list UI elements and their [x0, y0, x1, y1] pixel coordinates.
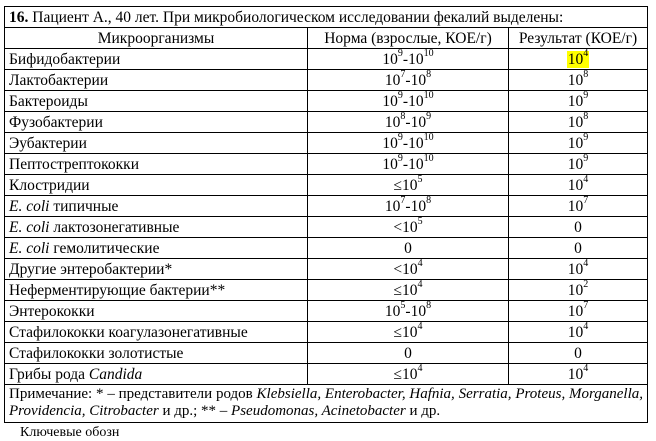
- result-exponent: 4: [583, 363, 589, 375]
- norm-prefix: ≤: [393, 176, 402, 194]
- norm-low-exponent: 7: [400, 195, 406, 207]
- norm-value: [308, 238, 509, 259]
- organism-name: [5, 91, 308, 112]
- footnote-text: и др.: [405, 403, 441, 419]
- organism-name-italic: E. coli: [9, 218, 50, 236]
- result-value: [509, 112, 648, 133]
- result-number: [567, 279, 589, 299]
- result-value: [509, 49, 648, 70]
- norm-value: [308, 217, 509, 238]
- organism-name: [5, 301, 308, 322]
- table-row: [5, 280, 648, 301]
- result-base: 10: [567, 134, 584, 152]
- result-exponent: 4: [583, 321, 589, 333]
- norm-high-exponent: 8: [426, 300, 432, 312]
- norm-high-exponent: 10: [423, 48, 434, 60]
- norm-low-exponent: 5: [417, 174, 423, 186]
- table-row: [5, 259, 648, 280]
- organism-name-text: Лактобактерии: [9, 71, 109, 89]
- result-base: 10: [567, 260, 584, 278]
- norm-high-base: 10: [408, 155, 424, 173]
- norm-value: [308, 49, 509, 70]
- result-base: 10: [567, 365, 584, 383]
- table-row: [5, 91, 648, 112]
- table-row: [5, 343, 648, 364]
- organism-name: [5, 280, 308, 301]
- norm-low-exponent: 9: [397, 132, 403, 144]
- result-value: [509, 175, 648, 196]
- norm-value: [308, 154, 509, 175]
- norm-value: [308, 112, 509, 133]
- norm-value: [308, 280, 509, 301]
- norm-plain: 0: [404, 344, 412, 362]
- norm-high-base: 10: [410, 71, 427, 89]
- norm-high-base: 10: [410, 197, 427, 215]
- organism-name: [5, 259, 308, 280]
- organism-name-text: Грибы рода: [9, 365, 89, 383]
- result-highlight: [567, 48, 590, 68]
- norm-prefix: ≤: [393, 323, 402, 341]
- organism-name: [5, 217, 308, 238]
- footnote: [5, 385, 648, 423]
- result-base: 10: [567, 113, 584, 131]
- table-row: [5, 301, 648, 322]
- result-plain: 0: [574, 239, 582, 257]
- result-number: [567, 153, 589, 173]
- result-value: [509, 343, 648, 364]
- norm-value: [308, 196, 509, 217]
- result-value: [509, 217, 648, 238]
- result-exponent: 4: [583, 48, 589, 60]
- footnote-text: и др.; ** –: [158, 403, 232, 419]
- result-number: [567, 174, 589, 194]
- header-organisms: Микроорганизмы: [5, 28, 308, 49]
- result-base: 10: [567, 50, 584, 68]
- norm-high-exponent: 9: [426, 111, 432, 123]
- organism-name-rest: гемолитические: [49, 239, 160, 257]
- organism-name: [5, 112, 308, 133]
- norm-value: [308, 91, 509, 112]
- organism-name-rest: лактозонегативные: [49, 218, 180, 236]
- norm-low-exponent: 5: [417, 216, 423, 228]
- table-row: [5, 133, 648, 154]
- result-exponent: 7: [583, 300, 589, 312]
- result-number: [567, 69, 589, 89]
- norm-low-base: 10: [384, 302, 401, 320]
- norm-value: [308, 175, 509, 196]
- result-number: [567, 258, 589, 278]
- table-row: [5, 364, 648, 385]
- norm-separator: -: [402, 134, 409, 152]
- result-plain: 0: [574, 218, 582, 236]
- norm-low-base: 10: [382, 92, 398, 110]
- header-result: Результат (КОЕ/г): [509, 28, 648, 49]
- norm-low-exponent: 9: [397, 48, 403, 60]
- result-base: 10: [567, 281, 584, 299]
- norm-high-base: 10: [408, 134, 424, 152]
- result-number: [567, 363, 589, 383]
- organism-name-text: Бифидобактерии: [9, 50, 121, 68]
- task-text: Пациент А., 40 лет. При микробиологическом исследовании фекалий выделены:: [28, 8, 564, 26]
- norm-separator: -: [402, 92, 409, 110]
- norm-prefix: ≤: [393, 365, 402, 383]
- norm-low-base: 10: [384, 113, 401, 131]
- norm-separator: -: [405, 113, 411, 131]
- table-row: [5, 322, 648, 343]
- norm-low-base: 10: [402, 365, 418, 383]
- organism-name-text: Бактероиды: [9, 92, 88, 110]
- result-value: [509, 301, 648, 322]
- result-number: [567, 300, 589, 320]
- norm-separator: -: [405, 197, 411, 215]
- footnote-italic: Pseudomonas, Acinetobacter: [231, 403, 406, 419]
- result-exponent: 2: [583, 279, 589, 291]
- result-base: 10: [567, 197, 584, 215]
- organism-name-text: Неферментирующие бактерии**: [9, 281, 226, 299]
- result-base: 10: [567, 323, 584, 341]
- organism-name: [5, 175, 308, 196]
- result-base: 10: [567, 92, 584, 110]
- organism-name-italic: Candida: [88, 365, 143, 383]
- result-number: [567, 195, 589, 215]
- organism-name: [5, 196, 308, 217]
- title-row: [5, 7, 648, 28]
- table-row: [5, 175, 648, 196]
- norm-high-base: 10: [410, 113, 427, 131]
- norm-value: [308, 259, 509, 280]
- norm-low-exponent: 9: [397, 153, 403, 165]
- organism-name: [5, 49, 308, 70]
- header-norm: Норма (взрослые, КОЕ/г): [308, 28, 509, 49]
- result-exponent: 9: [583, 132, 589, 144]
- result-value: [509, 280, 648, 301]
- table-row: [5, 49, 648, 70]
- microbiology-table: [4, 6, 648, 423]
- norm-value: [308, 322, 509, 343]
- document: [4, 6, 647, 423]
- norm-low-base: 10: [402, 323, 418, 341]
- organism-name-text: Стафилококки коагулазонегативные: [9, 323, 248, 341]
- norm-low-exponent: 7: [400, 69, 406, 81]
- norm-high-base: 10: [410, 302, 427, 320]
- footnote-italic: Klebsiella, Enterobacter, Hafnia, Serratia, Proteus, Morganella, Providencia, Citrobacter: [9, 386, 644, 419]
- result-base: 10: [567, 176, 584, 194]
- norm-separator: -: [405, 71, 411, 89]
- result-exponent: 7: [583, 195, 589, 207]
- result-base: 10: [567, 155, 584, 173]
- norm-low-base: 10: [382, 50, 398, 68]
- table-row: [5, 238, 648, 259]
- norm-high-exponent: 8: [426, 195, 432, 207]
- norm-high-exponent: 10: [423, 90, 434, 102]
- organism-name-text: Эубактерии: [9, 134, 87, 152]
- organism-name-text: Фузобактерии: [9, 113, 103, 131]
- result-exponent: 4: [583, 258, 589, 270]
- norm-prefix: <: [393, 218, 403, 236]
- norm-low-base: 10: [384, 197, 401, 215]
- result-value: [509, 70, 648, 91]
- norm-value: [308, 364, 509, 385]
- norm-low-base: 10: [402, 218, 418, 236]
- organism-name-text: Пептострептококки: [9, 155, 140, 173]
- norm-separator: -: [402, 155, 409, 173]
- norm-value: [308, 70, 509, 91]
- norm-low-exponent: 4: [417, 363, 423, 375]
- organism-name-rest: типичные: [49, 197, 119, 215]
- result-number: [567, 132, 589, 152]
- norm-separator: -: [405, 302, 411, 320]
- norm-low-exponent: 4: [417, 321, 423, 333]
- result-value: [509, 133, 648, 154]
- norm-low-base: 10: [382, 155, 398, 173]
- organism-name-text: Энтерококки: [9, 302, 95, 320]
- norm-low-base: 10: [402, 281, 418, 299]
- result-number: [567, 111, 589, 131]
- task-number: 16.: [9, 8, 29, 26]
- table-row: [5, 70, 648, 91]
- header-row: [5, 28, 648, 49]
- norm-separator: -: [402, 50, 409, 68]
- norm-high-exponent: 8: [426, 69, 432, 81]
- norm-low-base: 10: [382, 134, 398, 152]
- result-exponent: 8: [583, 69, 589, 81]
- norm-plain: 0: [404, 239, 412, 257]
- result-value: [509, 196, 648, 217]
- result-value: [509, 322, 648, 343]
- result-number: [567, 321, 589, 341]
- result-value: [509, 259, 648, 280]
- result-number: [567, 90, 589, 110]
- organism-name: [5, 343, 308, 364]
- norm-low-base: 10: [402, 176, 418, 194]
- task-title: [5, 7, 648, 28]
- norm-high-exponent: 10: [423, 153, 434, 165]
- norm-high-base: 10: [408, 92, 424, 110]
- organism-name-italic: E. coli: [9, 197, 50, 215]
- norm-prefix: ≤: [393, 281, 402, 299]
- result-value: [509, 364, 648, 385]
- organism-name-text: Стафилококки золотистые: [9, 344, 184, 362]
- norm-low-exponent: 5: [400, 300, 406, 312]
- norm-prefix: <: [393, 260, 403, 278]
- result-exponent: 4: [583, 174, 589, 186]
- result-base: 10: [567, 71, 584, 89]
- norm-value: [308, 301, 509, 322]
- organism-name-text: Другие энтеробактерии*: [9, 260, 173, 278]
- norm-low-exponent: 4: [417, 279, 423, 291]
- result-value: [509, 91, 648, 112]
- result-exponent: 9: [583, 90, 589, 102]
- norm-low-exponent: 4: [417, 258, 423, 270]
- organism-name: [5, 70, 308, 91]
- organism-name: [5, 364, 308, 385]
- result-plain: 0: [574, 344, 582, 362]
- result-exponent: 8: [583, 111, 589, 123]
- next-section-fragment: Ключевые обозн: [20, 425, 120, 440]
- table-row: [5, 217, 648, 238]
- norm-high-base: 10: [408, 50, 424, 68]
- result-base: 10: [567, 302, 584, 320]
- result-exponent: 9: [583, 153, 589, 165]
- organism-name-italic: E. coli: [9, 239, 50, 257]
- norm-value: [308, 133, 509, 154]
- result-value: [509, 238, 648, 259]
- norm-low-base: 10: [402, 260, 418, 278]
- organism-name-text: Клостридии: [9, 176, 90, 194]
- norm-low-exponent: 8: [400, 111, 406, 123]
- note-row: [5, 385, 648, 423]
- organism-name: [5, 322, 308, 343]
- table-row: [5, 154, 648, 175]
- organism-name: [5, 133, 308, 154]
- norm-high-exponent: 10: [423, 132, 434, 144]
- footnote-text: Примечание: * – представители родов: [9, 386, 257, 402]
- organism-name: [5, 238, 308, 259]
- norm-value: [308, 343, 509, 364]
- norm-low-exponent: 9: [397, 90, 403, 102]
- organism-name: [5, 154, 308, 175]
- result-value: [509, 154, 648, 175]
- table-row: [5, 196, 648, 217]
- table-row: [5, 112, 648, 133]
- norm-low-base: 10: [384, 71, 401, 89]
